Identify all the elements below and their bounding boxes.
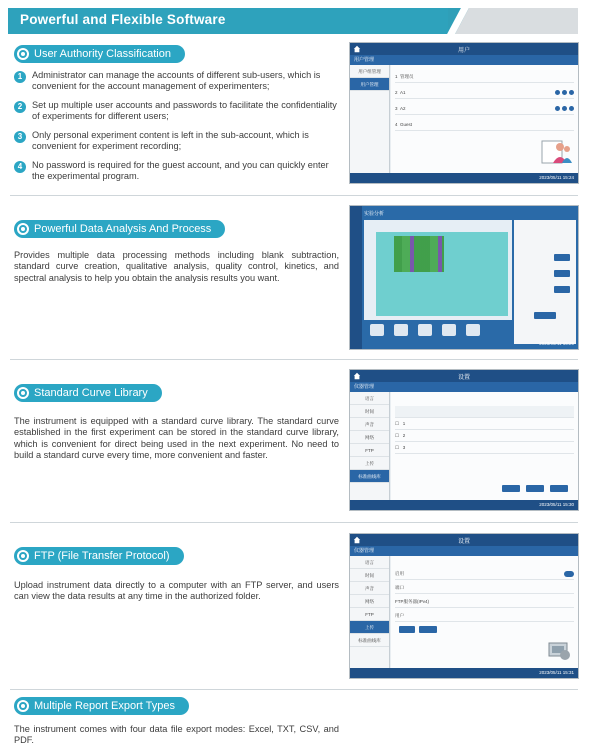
ftp-action-button[interactable]	[399, 626, 415, 633]
sidebar-item[interactable]: 上传	[350, 457, 389, 470]
page-title: Powerful and Flexible Software	[20, 12, 226, 27]
section-heading-report-export: Multiple Report Export Types	[14, 697, 189, 715]
sidebar-item[interactable]: 用户管理	[350, 78, 389, 91]
plate-panel	[364, 220, 512, 320]
toolbar-button[interactable]	[418, 324, 432, 336]
table-row[interactable]: ☐ 2	[395, 430, 574, 442]
sidebar-item[interactable]: 网络	[350, 431, 389, 444]
section-heading-user-authority: User Authority Classification	[14, 45, 185, 63]
user-management-screenshot: 用户 用户管理 用户组管理 用户管理 1 管理员 2 A1 3 A2 4 Guest 2023/05/11 15:24	[349, 42, 579, 184]
toolbar-button[interactable]	[442, 324, 456, 336]
bullet-ring-icon	[17, 700, 29, 712]
sample-wells	[394, 236, 444, 272]
data-analysis-text: Provides multiple data processing methods including blank subtraction, standard curve creation, qualitative analysis, quality control, kinetics, and spectral analysis to help you obtain the analysis results you want.	[14, 250, 339, 283]
list-item: 1 Administrator can manage the accounts of different sub-users, which is convenient for the account management of experimenters;	[14, 70, 339, 92]
section-divider	[10, 689, 578, 690]
sidebar-item[interactable]: 用户组管理	[350, 65, 389, 78]
ftp-field-row[interactable]: 启用	[395, 568, 574, 580]
bullet-ring-icon	[17, 387, 29, 399]
standard-curve-screenshot: 设置 仪器管理 语言 时间 声音 网络 FTP 上传 标准曲线库 ☐ 1 ☐ 2 ☐ 3 2023/05/11 15:30	[349, 369, 579, 511]
table-row[interactable]: 4 Guest	[395, 119, 574, 131]
sidebar-item[interactable]: 标准曲线库	[350, 634, 389, 647]
toggle-button[interactable]	[534, 312, 556, 319]
sidebar-item[interactable]: 标准曲线库	[350, 470, 389, 483]
table-row[interactable]: 1 管理员	[395, 71, 574, 83]
report-export-text: The instrument comes with four data file export modes: Excel, TXT, CSV, and PDF.	[14, 724, 339, 746]
ftp-text: Upload instrument data directly to a computer with an FTP server, and users can view the data results at any time in the authorized folder.	[14, 580, 339, 602]
sidebar-item[interactable]: 时间	[350, 405, 389, 418]
toolbar-button[interactable]	[466, 324, 480, 336]
settings-button[interactable]	[554, 270, 570, 277]
settings-button[interactable]	[554, 286, 570, 293]
sidebar-item[interactable]: 时间	[350, 569, 389, 582]
sidebar-item[interactable]: FTP	[350, 444, 389, 457]
section-divider	[10, 195, 578, 196]
settings-button[interactable]	[554, 254, 570, 261]
bullet-ring-icon	[17, 48, 29, 60]
section-divider	[10, 359, 578, 360]
table-row[interactable]: ☐ 3	[395, 442, 574, 454]
action-button[interactable]	[550, 485, 568, 492]
section-heading-ftp: FTP (File Transfer Protocol)	[14, 547, 184, 565]
sidebar-item[interactable]: 声音	[350, 582, 389, 595]
enable-toggle[interactable]	[564, 571, 574, 577]
bullet-ring-icon	[17, 223, 29, 235]
sidebar-item[interactable]: 语言	[350, 556, 389, 569]
action-button[interactable]	[502, 485, 520, 492]
sidebar-item[interactable]: 上传	[350, 621, 389, 634]
table-header	[395, 406, 574, 418]
sidebar-item[interactable]: 声音	[350, 418, 389, 431]
sidebar-item[interactable]: 语言	[350, 392, 389, 405]
standard-curve-text: The instrument is equipped with a standard curve library. The standard curve established in the first experiment can be stored in the standard curve library, which is convenient for direct being used in the next experiment. No need to build a standard curve every time, more convenient and faster.	[14, 416, 339, 460]
ftp-field-row[interactable]: FTP服务器(IPv4)	[395, 596, 574, 608]
ftp-field-row[interactable]: 端口	[395, 582, 574, 594]
analysis-settings-panel	[514, 220, 576, 344]
table-row[interactable]: 2 A1	[395, 87, 574, 99]
list-item: 3 Only personal experiment content is left in the sub-account, which is convenient for experiment recording;	[14, 130, 339, 152]
section-divider	[10, 522, 578, 523]
ftp-settings-screenshot: 设置 仪器管理 语言 时间 声音 网络 FTP 上传 标准曲线库 启用 端口 FTP服务器(IPv4) 用户 2023/05/11 15:31	[349, 533, 579, 679]
table-row[interactable]: 3 A2	[395, 103, 574, 115]
table-row[interactable]: ☐ 1	[395, 418, 574, 430]
ftp-field-row[interactable]: 用户	[395, 610, 574, 622]
toolbar-button[interactable]	[370, 324, 384, 336]
section-heading-data-analysis: Powerful Data Analysis And Process	[14, 220, 225, 238]
data-analysis-screenshot: 实验分析 2023/05/11 15:29	[349, 205, 579, 350]
sidebar-item[interactable]: 网络	[350, 595, 389, 608]
sidebar-item[interactable]: FTP	[350, 608, 389, 621]
users-illustration-icon	[540, 137, 572, 165]
list-item: 2 Set up multiple user accounts and passwords to facilitate the confidentiality of experiments for different users;	[14, 100, 339, 122]
network-illustration-icon	[546, 640, 572, 662]
section-heading-standard-curve: Standard Curve Library	[14, 384, 162, 402]
toolbar-button[interactable]	[394, 324, 408, 336]
bullet-ring-icon	[17, 550, 29, 562]
page-banner	[8, 8, 578, 34]
ftp-action-button[interactable]	[419, 626, 437, 633]
action-button[interactable]	[526, 485, 544, 492]
list-item: 4 No password is required for the guest account, and you can quickly enter the experimental program.	[14, 160, 339, 182]
